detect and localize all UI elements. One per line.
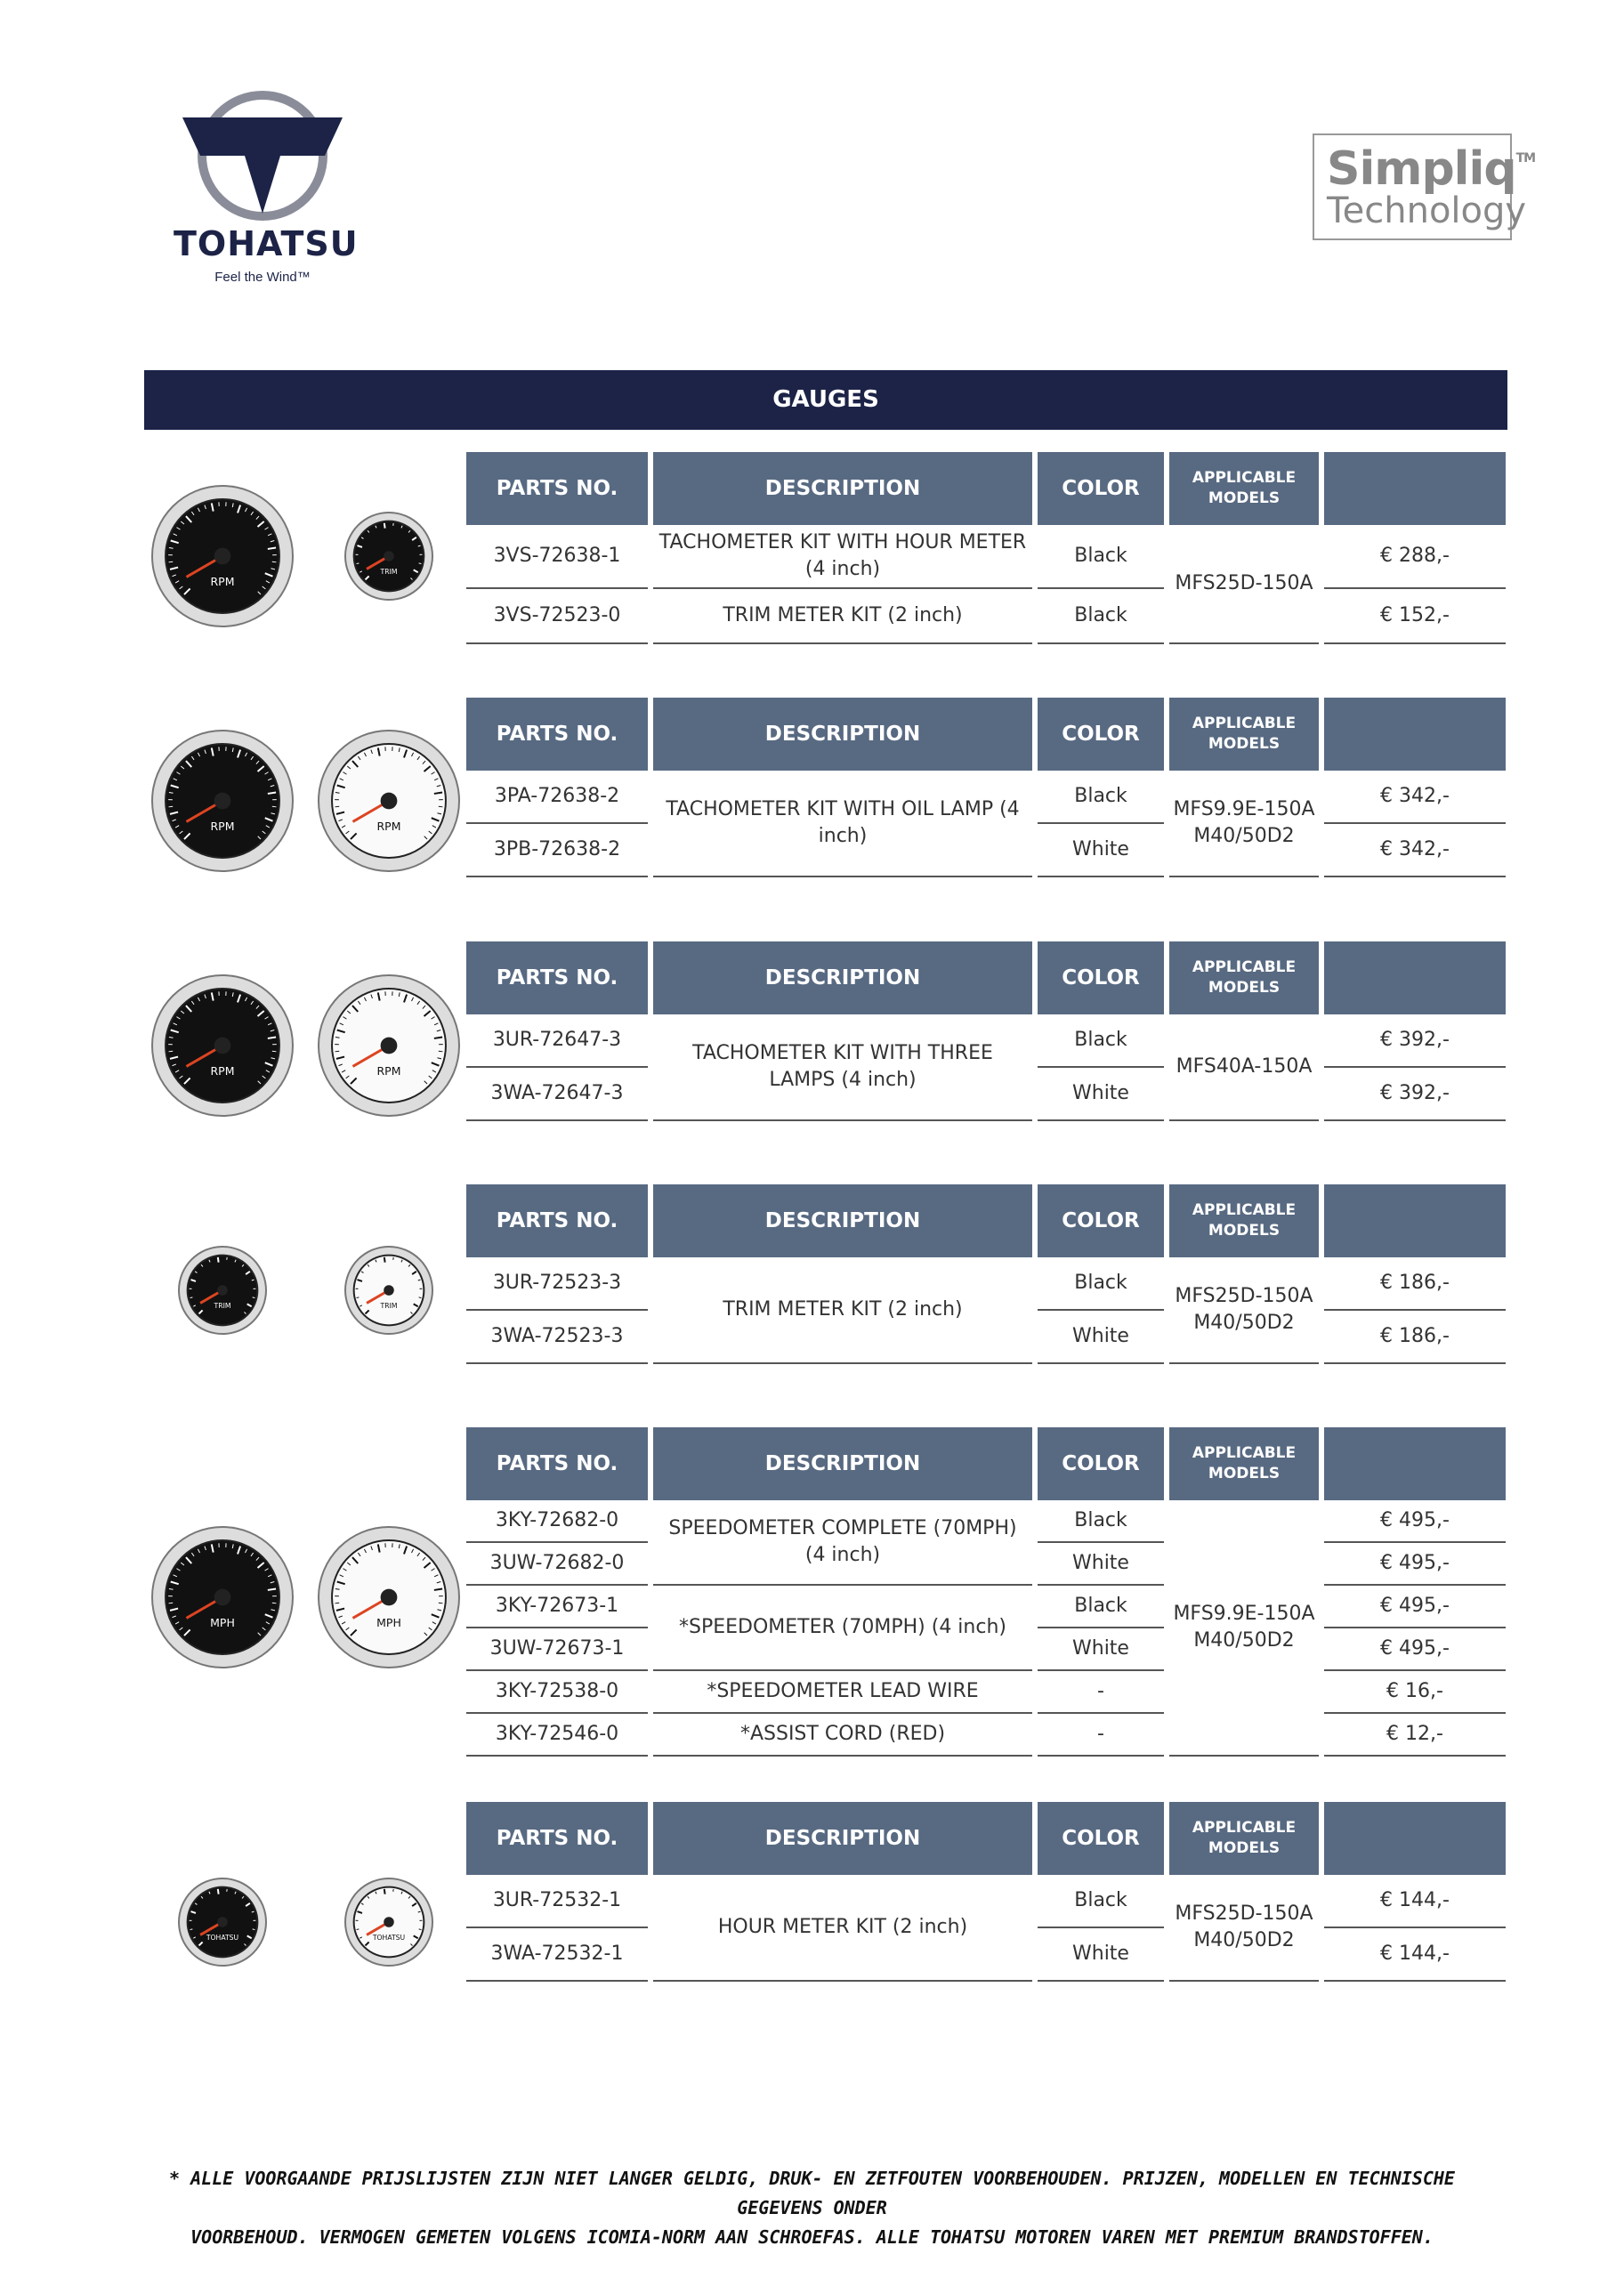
header-color: COLOR [1038, 941, 1164, 1014]
applicable-models: MFS25D-150A M40/50D2 [1169, 1257, 1319, 1364]
part-price: € 186,- [1324, 1311, 1506, 1364]
header-color: COLOR [1038, 452, 1164, 525]
header-applicable-models [1169, 941, 1319, 1014]
header-models-line-1: APPLICABLE [1192, 1201, 1297, 1219]
trim-meter-black-icon [343, 510, 435, 602]
table-row [466, 589, 1506, 644]
part-price: € 495,- [1324, 1543, 1506, 1586]
gauge-label: TRIM [380, 1302, 398, 1311]
header-models-line-1: APPLICABLE [1192, 1444, 1297, 1462]
applicable-models: MFS40A-150A [1169, 1014, 1319, 1121]
header-models-line-2: MODELS [1208, 735, 1281, 753]
header-price [1324, 698, 1506, 771]
header-color: COLOR [1038, 698, 1164, 771]
part-description: *SPEEDOMETER (70MPH) (4 inch) [653, 1586, 1032, 1671]
gauge-label: TRIM [380, 568, 398, 577]
part-description: HOUR METER KIT (2 inch) [653, 1875, 1032, 1982]
simpliq-badge [1313, 133, 1536, 240]
disclaimer-line-2: VOORBEHOUD. VERMOGEN GEMETEN VOLGENS ICOMIA-NORM AAN SCHROEFAS. ALLE TOHATSU MOTOREN VAREN MET PREMIUM BRANDSTOFFEN. [190, 2226, 1434, 2248]
header-parts-no: PARTS NO. [466, 1427, 648, 1500]
parts-table [461, 941, 1511, 1121]
header-price [1324, 941, 1506, 1014]
part-color: Black [1038, 1875, 1164, 1928]
tachometer-black-icon [149, 728, 295, 874]
table-row [466, 1257, 1506, 1311]
part-description: *ASSIST CORD (RED) [653, 1714, 1032, 1757]
part-description: TRIM METER KIT (2 inch) [653, 589, 1032, 644]
part-price: € 144,- [1324, 1928, 1506, 1982]
part-color: Black [1038, 525, 1164, 589]
tachometer-white-icon [316, 973, 462, 1119]
header-models-line-1: APPLICABLE [1192, 469, 1297, 487]
tohatsu-logo [174, 89, 359, 294]
header-models-line-2: MODELS [1208, 1839, 1281, 1857]
header-applicable-models [1169, 1802, 1319, 1875]
part-number: 3PB-72638-2 [466, 824, 648, 877]
applicable-models: MFS9.9E-150A M40/50D2 [1169, 1500, 1319, 1757]
header-description: DESCRIPTION [653, 1184, 1032, 1257]
part-description: *SPEEDOMETER LEAD WIRE [653, 1671, 1032, 1714]
part-number: 3WA-72532-1 [466, 1928, 648, 1982]
parts-table [461, 1802, 1511, 1982]
part-color: White [1038, 1311, 1164, 1364]
gauge-label: TOHATSU [372, 1934, 406, 1943]
header-description: DESCRIPTION [653, 698, 1032, 771]
part-color: Black [1038, 1500, 1164, 1543]
part-number: 3UR-72532-1 [466, 1875, 648, 1928]
part-color: White [1038, 1628, 1164, 1671]
applicable-models: MFS25D-150A M40/50D2 [1169, 1875, 1319, 1982]
part-color: White [1038, 824, 1164, 877]
table-row [466, 525, 1506, 589]
parts-table [461, 452, 1511, 644]
part-number: 3KY-72682-0 [466, 1500, 648, 1543]
part-description: TACHOMETER KIT WITH THREE LAMPS (4 inch) [653, 1014, 1032, 1121]
gauge-label: RPM [210, 574, 235, 588]
section-title: GAUGES [144, 370, 1507, 430]
header-description: DESCRIPTION [653, 1802, 1032, 1875]
part-color: - [1038, 1714, 1164, 1757]
parts-table [461, 1427, 1511, 1757]
part-price: € 16,- [1324, 1671, 1506, 1714]
part-price: € 342,- [1324, 771, 1506, 824]
part-color: Black [1038, 1586, 1164, 1628]
speedometer-white-icon [316, 1524, 462, 1670]
part-number: 3UW-72673-1 [466, 1628, 648, 1671]
gauge-label: MPH [376, 1615, 401, 1629]
header-applicable-models [1169, 1184, 1319, 1257]
part-number: 3KY-72538-0 [466, 1671, 648, 1714]
part-number: 3WA-72523-3 [466, 1311, 648, 1364]
header-color: COLOR [1038, 1184, 1164, 1257]
header-description: DESCRIPTION [653, 1427, 1032, 1500]
tachometer-black-icon [149, 973, 295, 1119]
gauge-label: MPH [210, 1615, 235, 1629]
simpliq-tm: TM [1515, 151, 1536, 166]
header-models-line-2: MODELS [1208, 979, 1281, 997]
header-color: COLOR [1038, 1427, 1164, 1500]
parts-table [461, 1184, 1511, 1364]
table-row [466, 1671, 1506, 1714]
part-number: 3WA-72647-3 [466, 1068, 648, 1121]
part-color: Black [1038, 1257, 1164, 1311]
simpliq-word: Simpliq [1327, 142, 1516, 196]
brand-slogan: Feel the Wind™ [214, 270, 311, 285]
header-color: COLOR [1038, 1802, 1164, 1875]
header-parts-no: PARTS NO. [466, 1184, 648, 1257]
part-price: € 342,- [1324, 824, 1506, 877]
part-color: Black [1038, 589, 1164, 644]
table-row [466, 1714, 1506, 1757]
part-color: White [1038, 1068, 1164, 1121]
header-applicable-models [1169, 1427, 1319, 1500]
speedometer-black-icon [149, 1524, 295, 1670]
part-price: € 144,- [1324, 1875, 1506, 1928]
technology-word: Technology [1327, 190, 1527, 231]
part-number: 3KY-72546-0 [466, 1714, 648, 1757]
header-models-line-1: APPLICABLE [1192, 958, 1297, 976]
hour-meter-black-icon [176, 1876, 269, 1968]
part-color: White [1038, 1543, 1164, 1586]
gauge-label: TRIM [214, 1302, 231, 1311]
header-price [1324, 452, 1506, 525]
disclaimer-line-1: * ALLE VOORGAANDE PRIJSLIJSTEN ZIJN NIET LANGER GELDIG, DRUK- EN ZETFOUTEN VOORBEHOUDEN. PRIJZEN, MODELLEN EN TECHNISCHE GEGEVENS ONDER [169, 2168, 1455, 2218]
applicable-models: MFS9.9E-150A M40/50D2 [1169, 771, 1319, 877]
part-number: 3UR-72523-3 [466, 1257, 648, 1311]
tachometer-black-icon [149, 483, 295, 629]
part-color: Black [1038, 1014, 1164, 1068]
header-price [1324, 1184, 1506, 1257]
header-parts-no: PARTS NO. [466, 941, 648, 1014]
part-price: € 495,- [1324, 1628, 1506, 1671]
tachometer-white-icon [316, 728, 462, 874]
header-price [1324, 1802, 1506, 1875]
gauge-label: RPM [376, 819, 401, 833]
trim-meter-black-icon [176, 1244, 269, 1337]
header-models-line-2: MODELS [1208, 489, 1281, 507]
part-description: TRIM METER KIT (2 inch) [653, 1257, 1032, 1364]
part-number: 3UW-72682-0 [466, 1543, 648, 1586]
part-price: € 152,- [1324, 589, 1506, 644]
part-color: Black [1038, 771, 1164, 824]
table-row [466, 771, 1506, 824]
header-applicable-models [1169, 698, 1319, 771]
table-row [466, 1875, 1506, 1928]
header-parts-no: PARTS NO. [466, 1802, 648, 1875]
header-models-line-1: APPLICABLE [1192, 715, 1297, 732]
header-models-line-2: MODELS [1208, 1222, 1281, 1240]
gauge-label: RPM [376, 1063, 401, 1078]
part-number: 3UR-72647-3 [466, 1014, 648, 1068]
part-number: 3VS-72638-1 [466, 525, 648, 589]
part-description: TACHOMETER KIT WITH OIL LAMP (4 inch) [653, 771, 1032, 877]
header-parts-no: PARTS NO. [466, 452, 648, 525]
header-applicable-models [1169, 452, 1319, 525]
header-parts-no: PARTS NO. [466, 698, 648, 771]
tohatsu-emblem-icon [174, 89, 351, 222]
part-color: White [1038, 1928, 1164, 1982]
part-price: € 495,- [1324, 1500, 1506, 1543]
header-models-line-1: APPLICABLE [1192, 1819, 1297, 1837]
part-number: 3KY-72673-1 [466, 1586, 648, 1628]
applicable-models: MFS25D-150A [1169, 525, 1319, 644]
part-price: € 392,- [1324, 1068, 1506, 1121]
table-row [466, 1586, 1506, 1628]
table-row [466, 1500, 1506, 1543]
part-price: € 186,- [1324, 1257, 1506, 1311]
part-price: € 392,- [1324, 1014, 1506, 1068]
gauge-label: TOHATSU [206, 1934, 239, 1943]
part-number: 3PA-72638-2 [466, 771, 648, 824]
header-description: DESCRIPTION [653, 452, 1032, 525]
header-price [1324, 1427, 1506, 1500]
part-description: TACHOMETER KIT WITH HOUR METER (4 inch) [653, 525, 1032, 589]
header-models-line-2: MODELS [1208, 1465, 1281, 1482]
table-row [466, 1014, 1506, 1068]
part-price: € 288,- [1324, 525, 1506, 589]
gauge-label: RPM [210, 819, 235, 833]
trim-meter-white-icon [343, 1244, 435, 1337]
gauge-label: RPM [210, 1063, 235, 1078]
disclaimer [133, 2164, 1491, 2252]
brand-name: TOHATSU [174, 224, 359, 263]
part-description: SPEEDOMETER COMPLETE (70MPH) (4 inch) [653, 1500, 1032, 1586]
part-number: 3VS-72523-0 [466, 589, 648, 644]
parts-table [461, 698, 1511, 877]
part-price: € 495,- [1324, 1586, 1506, 1628]
part-color: - [1038, 1671, 1164, 1714]
header-description: DESCRIPTION [653, 941, 1032, 1014]
hour-meter-white-icon [343, 1876, 435, 1968]
part-price: € 12,- [1324, 1714, 1506, 1757]
